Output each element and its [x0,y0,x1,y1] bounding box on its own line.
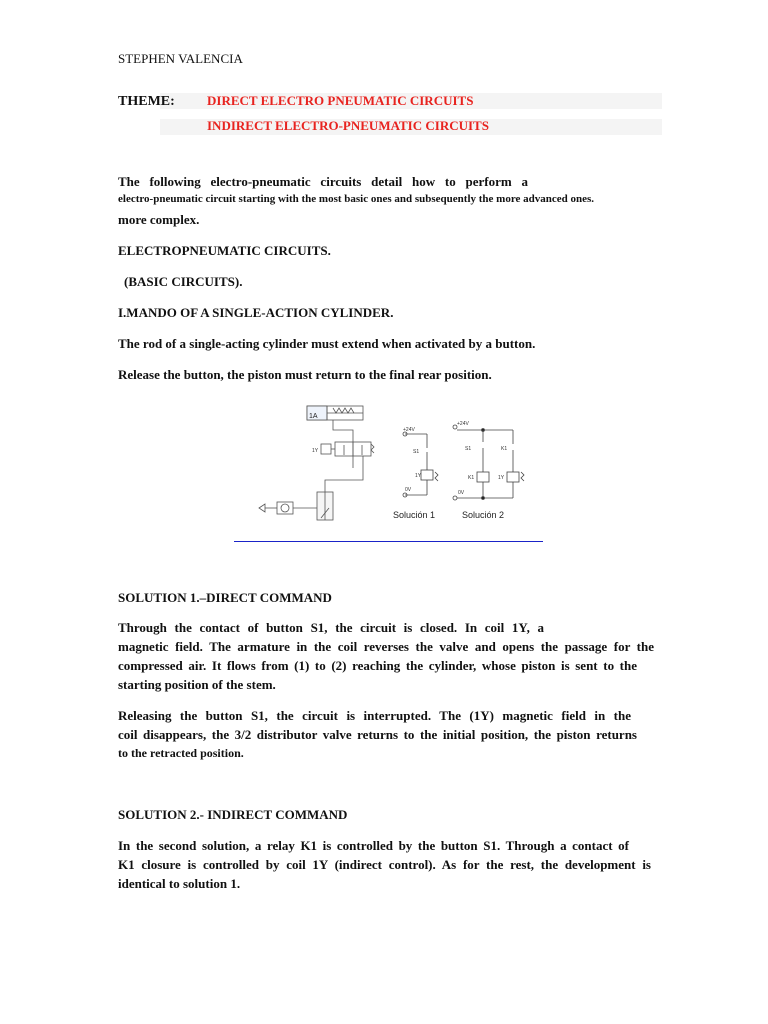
sol1-zero: 0V [405,487,412,493]
theme-title-indirect: INDIRECT ELECTRO-PNEUMATIC CIRCUITS [207,118,489,133]
part1-paragraph-2: Release the button, the piston must return to the final rear position. [118,367,492,382]
part1-title: I.MANDO OF A SINGLE-ACTION CYLINDER. [118,305,394,320]
solution1-title: SOLUTION 1.–DIRECT COMMAND [118,590,332,605]
solution1-p2-line3: to the retracted position. [118,746,244,760]
sol1-button: S1 [413,449,420,455]
section-title: ELECTROPNEUMATIC CIRCUITS. [118,243,331,258]
sol1-caption: Solución 1 [393,510,436,520]
solution1-p1-line4: starting position of the stem. [118,677,276,692]
sol2-coil: 1Y [498,475,505,481]
sol2-zero: 0V [458,490,465,496]
figure-underline [234,541,543,542]
sol2-plus: +24V [457,421,469,427]
sol2-relay-contact: K1 [501,446,508,452]
sol2-button: S1 [465,446,472,452]
solution-2-ladder [453,425,524,500]
solution1-p2-line2: coil disappears, the 3/2 distributor valve returns to the initial position, the piston returns [118,727,637,742]
part1-paragraph-1: The rod of a single-acting cylinder must extend when activated by a button. [118,336,536,351]
valve-coil-label: 1Y [312,448,319,454]
theme-label: THEME: [118,94,175,109]
sol2-caption: Solución 2 [462,510,505,520]
intro-line-3: more complex. [118,212,200,227]
solution1-p1-line3: compressed air. It flows from (1) to (2) reaching the cylinder, whose piston is sent to the [118,658,637,673]
sol1-plus: +24V [403,427,415,433]
solenoid-valve [321,442,374,456]
solution2-p1-line1: In the second solution, a relay K1 is controlled by the button S1. Through a contact of [118,838,629,853]
sol2-relay: K1 [468,475,475,481]
intro-line-2: electro-pneumatic circuit starting with the most basic ones and subsequently the more advanced ones. [118,193,595,205]
solution2-p1-line2: K1 closure is controlled by coil 1Y (indirect control). As for the rest, the development is [118,857,651,872]
circuit-diagram [255,400,555,525]
solution1-p1-line1: Through the contact of button S1, the circuit is closed. In coil 1Y, a [118,620,544,635]
solution1-p1-line2: magnetic field. The armature in the coil reverses the valve and opens the passage for the [118,639,654,654]
solution2-title: SOLUTION 2.- INDIRECT COMMAND [118,807,348,822]
intro-line-1: The following electro-pneumatic circuits detail how to perform a [118,174,528,189]
author-name: STEPHEN VALENCIA [118,51,243,66]
sol1-coil: 1Y [415,473,422,479]
air-service-unit [259,492,333,520]
solution1-p2-line1: Releasing the button S1, the circuit is interrupted. The (1Y) magnetic field in the [118,708,631,723]
cylinder-label: 1A [309,413,318,420]
theme-title-direct: DIRECT ELECTRO PNEUMATIC CIRCUITS [207,93,474,108]
solution2-p1-line3: identical to solution 1. [118,876,241,891]
section-subtitle: (BASIC CIRCUITS). [124,274,243,289]
